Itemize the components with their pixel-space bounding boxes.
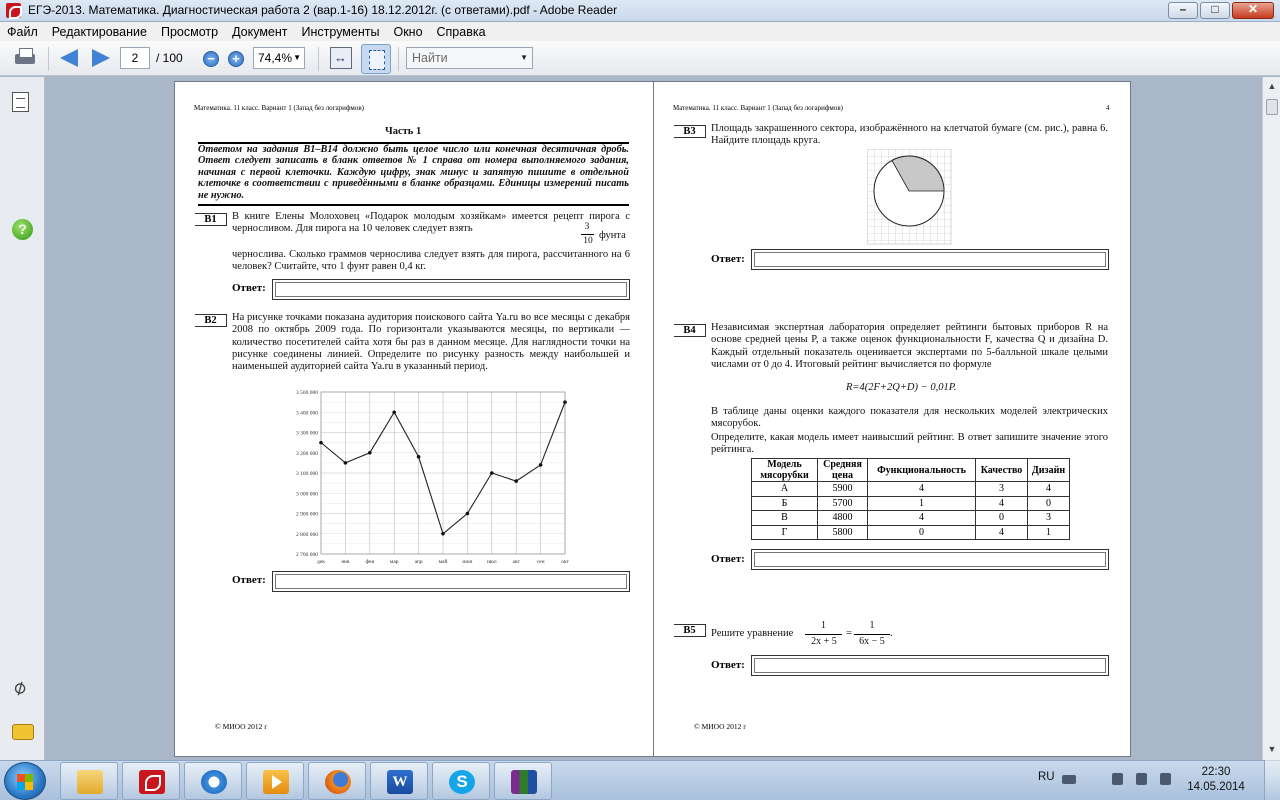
- table-cell: 3: [976, 482, 1028, 497]
- column-header: Модель мясорубки: [752, 459, 818, 482]
- page-footer: © МИОО 2012 г: [215, 722, 268, 731]
- answer-field-b3[interactable]: [751, 249, 1109, 270]
- x-tick-label: июн: [462, 559, 473, 564]
- chevron-down-icon[interactable]: ▼: [520, 53, 528, 62]
- x-tick-label: июл: [486, 559, 497, 564]
- column-header: Функциональность: [868, 459, 976, 482]
- table-cell: 1: [868, 496, 976, 511]
- answer-label: Ответ:: [232, 282, 266, 294]
- x-tick-label: апр: [414, 559, 423, 564]
- fit-page-icon[interactable]: [361, 44, 391, 74]
- answer-label: Ответ:: [711, 659, 745, 671]
- internet-explorer-icon: [201, 770, 227, 794]
- b1-text: В книге Елены Молоховец «Подарок молодым хозяйкам» имеется рецепт пирога с черносливом. Для пирога на 10 человек следует взять: [232, 211, 630, 235]
- table-cell: 3: [1028, 511, 1070, 526]
- clock-date: 14.05.2014: [1187, 781, 1245, 793]
- fraction-bar: [805, 634, 842, 635]
- maximize-button[interactable]: □: [1200, 2, 1230, 19]
- fraction-bar: [581, 234, 594, 235]
- b4-text: Независимая экспертная лаборатория определяет рейтинги бытовых приборов R на основе средней цены P, а также оценок функциональности F, качества Q и дизайна D. Каждый отдельный показатель оценивается экспертами по 5-балльной шкале целыми числами от 0 до 4. Итоговый рейтинг вычисляется по формуле: [711, 322, 1108, 370]
- clock-time: 22:30: [1201, 766, 1231, 778]
- page-number-input[interactable]: 2: [120, 47, 150, 69]
- y-tick-label: 3 400 000: [296, 410, 318, 417]
- zoom-in-icon[interactable]: +: [228, 51, 244, 67]
- audience-chart: [279, 384, 579, 564]
- table-cell: 4: [976, 525, 1028, 540]
- ratings-table: [751, 458, 1070, 540]
- scroll-down-icon[interactable]: ▼: [1267, 744, 1277, 754]
- page-header: Математика. 11 класс. Вариант 1 (Запад без логарифмов): [673, 104, 843, 112]
- x-tick-label: мар: [389, 559, 399, 564]
- word-icon: W: [387, 770, 413, 794]
- menu-window[interactable]: Окно: [393, 24, 423, 39]
- column-header: Качество: [976, 459, 1028, 482]
- b5-period: .: [890, 628, 893, 639]
- close-button[interactable]: ✕: [1232, 2, 1274, 19]
- page-total: / 100: [156, 51, 183, 65]
- help-icon[interactable]: ?: [12, 219, 33, 240]
- data-point: [319, 441, 323, 445]
- task-label-b4: В4: [674, 324, 706, 337]
- chevron-down-icon[interactable]: ▼: [293, 53, 301, 62]
- vertical-scrollbar[interactable]: [1262, 77, 1280, 760]
- b1-fraction-den: 10: [583, 236, 593, 246]
- data-point: [441, 532, 445, 536]
- table-row: [752, 525, 1070, 540]
- page-thumbnails-icon[interactable]: [12, 92, 29, 112]
- data-point: [368, 451, 372, 455]
- pdf-page: [653, 81, 1131, 757]
- table-row: [752, 511, 1070, 526]
- winrar-icon: [511, 770, 537, 794]
- table-cell: 4: [868, 482, 976, 497]
- menu-view[interactable]: Просмотр: [160, 24, 219, 39]
- x-tick-label: авг: [512, 559, 520, 564]
- data-point: [392, 410, 396, 414]
- table-cell: Б: [752, 496, 818, 511]
- b5-fraction2-den: 6x − 5: [859, 636, 885, 647]
- firefox-icon: [325, 770, 351, 794]
- language-indicator[interactable]: RU: [1038, 771, 1055, 783]
- toolbar: [0, 41, 1280, 76]
- page-footer: © МИОО 2012 г: [694, 722, 747, 731]
- column-header: Средняя цена: [818, 459, 868, 482]
- y-tick-label: 3 000 000: [296, 491, 318, 498]
- b4-text2: В таблице даны оценки каждого показателя для нескольких моделей электрических мясорубок.: [711, 406, 1108, 430]
- instructions: Ответом на задания B1–B14 должно быть целое число или конечная десятичная дробь. Ответ следует записать в бланк ответов № 1 справа от номера выполняемого задания, начиная с первой клеточки. Каждую цифру, знак минус и запятую пишите в отдельной клеточке в соответствии с приведёнными в бланке образцами. Единицы измерений писать не нужно.: [198, 144, 629, 201]
- b4-text3: Определите, какая модель имеет наивысший рейтинг. В ответ запишите значение этого рейтинга.: [711, 432, 1108, 456]
- x-tick-label: янв: [341, 559, 350, 564]
- show-desktop-button[interactable]: [1264, 760, 1280, 800]
- zoom-value: 74,4%: [258, 51, 293, 65]
- x-tick-label: сен: [536, 559, 545, 564]
- keyboard-icon[interactable]: [1062, 775, 1076, 784]
- zoom-out-icon[interactable]: −: [203, 51, 219, 67]
- adobe-reader-icon: [139, 770, 165, 794]
- skype-icon: S: [449, 770, 475, 794]
- b5-text: Решите уравнение: [711, 628, 794, 639]
- b1-text-cont: чернослива. Сколько граммов чернослива следует взять для пирога, рассчитанного на 6 человек? Считайте, что 1 фунт равен 0,4 кг.: [232, 249, 630, 273]
- table-cell: 5700: [818, 496, 868, 511]
- data-point: [514, 479, 518, 483]
- b5-equals: =: [846, 628, 852, 639]
- column-header: Дизайн: [1028, 459, 1070, 482]
- y-tick-label: 2 800 000: [296, 531, 318, 538]
- table-cell: 5800: [818, 525, 868, 540]
- table-row: [752, 496, 1070, 511]
- answer-label: Ответ:: [232, 574, 266, 586]
- table-cell: 4: [868, 511, 976, 526]
- task-label-b3: В3: [674, 125, 706, 138]
- data-point: [539, 463, 543, 467]
- table-cell: 4800: [818, 511, 868, 526]
- window-title: ЕГЭ-2013. Математика. Диагностическая работа 2 (вар.1-16) 18.12.2012г. (с ответами).pdf - Adobe Reader: [28, 3, 618, 17]
- taskbar: [0, 760, 1280, 800]
- data-point: [563, 400, 567, 404]
- table-cell: В: [752, 511, 818, 526]
- fraction-bar: [854, 634, 890, 635]
- part-title: Часть 1: [385, 126, 422, 137]
- menu-file[interactable]: Файл: [7, 24, 38, 39]
- b5-fraction2-num: 1: [869, 620, 875, 631]
- y-tick-label: 3 300 000: [296, 430, 318, 437]
- y-tick-label: 2 700 000: [296, 552, 318, 558]
- x-tick-label: дек: [317, 559, 325, 564]
- find-placeholder: Найти: [412, 51, 448, 65]
- taskbar-internet-explorer[interactable]: [184, 762, 242, 800]
- fit-width-icon[interactable]: [330, 47, 352, 69]
- b2-text: На рисунке точками показана аудитория поискового сайта Ya.ru во все месяцы с декабря 2008 по октябрь 2009 года. По горизонтали указываются месяцы, по вертикали — количество посетителей сайта хотя бы раз в данном месяце. Для наглядности точки на рисунке соединены линией. Определите по рисунку разность между наибольшей и наименьшей аудиторией сайта Ya.ru в указанный период.: [232, 312, 630, 373]
- zoom-input[interactable]: [253, 47, 305, 69]
- y-tick-label: 2 900 000: [296, 511, 318, 518]
- find-input[interactable]: [406, 47, 533, 69]
- answer-field-b2[interactable]: [272, 571, 630, 592]
- answer-field-b1[interactable]: [272, 279, 630, 300]
- next-page-icon[interactable]: [92, 49, 110, 67]
- previous-page-icon[interactable]: [60, 49, 78, 67]
- adobe-reader-icon: [6, 3, 21, 18]
- answer-label: Ответ:: [711, 553, 745, 565]
- comments-icon[interactable]: [12, 724, 34, 740]
- rule: [198, 204, 629, 206]
- taskbar-skype[interactable]: [432, 762, 490, 800]
- minimize-button[interactable]: –: [1168, 2, 1198, 19]
- taskbar-media-player[interactable]: [246, 762, 304, 800]
- table-header-row: [752, 459, 1070, 482]
- volume-icon[interactable]: [1160, 773, 1171, 785]
- taskbar-word[interactable]: [370, 762, 428, 800]
- table-cell: Г: [752, 525, 818, 540]
- menu-help[interactable]: Справка: [436, 24, 486, 39]
- answer-field-b4[interactable]: [751, 549, 1109, 570]
- taskbar-firefox[interactable]: [308, 762, 366, 800]
- b3-text: Площадь закрашенного сектора, изображённого на клетчатой бумаге (см. рис.), равна 6. Найдите площадь круга.: [711, 123, 1108, 147]
- page-number: 4: [1106, 104, 1110, 112]
- battery-icon[interactable]: [1112, 773, 1123, 785]
- answer-label: Ответ:: [711, 253, 745, 265]
- task-label-b2: В2: [195, 314, 227, 327]
- table-row: [752, 482, 1070, 497]
- scroll-thumb[interactable]: [1266, 99, 1278, 115]
- data-point: [466, 512, 470, 516]
- task-label-b1: В1: [195, 213, 227, 226]
- circle-grid-figure: [867, 149, 952, 245]
- y-tick-label: 3 200 000: [296, 450, 318, 457]
- table-cell: 0: [868, 525, 976, 540]
- y-tick-label: 3 100 000: [296, 471, 318, 477]
- toolbar-divider: [48, 47, 49, 71]
- b5-fraction1-den: 2x + 5: [811, 636, 837, 647]
- x-tick-label: фев: [365, 559, 375, 564]
- x-tick-label: май: [438, 559, 448, 564]
- toolbar-divider: [398, 47, 399, 71]
- menu-tools[interactable]: Инструменты: [301, 24, 380, 39]
- taskbar-winrar[interactable]: [494, 762, 552, 800]
- attachment-icon[interactable]: ⌀: [8, 675, 31, 701]
- table-cell: 5900: [818, 482, 868, 497]
- folder-icon: [77, 770, 103, 794]
- data-point: [490, 471, 494, 475]
- page-header: Математика. 11 класс. Вариант 1 (Запад без логарифмов): [194, 104, 364, 112]
- b1-text-unit: фунта: [599, 230, 626, 241]
- table-cell: 0: [976, 511, 1028, 526]
- navigation-pane: [0, 77, 45, 760]
- y-tick-label: 3 500 000: [296, 390, 318, 396]
- taskbar-explorer[interactable]: [60, 762, 118, 800]
- table-cell: 0: [1028, 496, 1070, 511]
- network-icon[interactable]: [1136, 773, 1147, 785]
- b4-formula: R=4(2F+2Q+D) − 0,01P.: [846, 382, 957, 393]
- b1-fraction-num: 3: [584, 222, 590, 232]
- table-cell: 4: [1028, 482, 1070, 497]
- taskbar-adobe-reader[interactable]: [122, 762, 180, 800]
- start-button[interactable]: [4, 762, 46, 800]
- x-tick-label: окт: [561, 559, 569, 564]
- menu-document[interactable]: Документ: [232, 24, 288, 39]
- data-point: [344, 461, 348, 465]
- menu-bar: [0, 22, 1280, 41]
- toolbar-divider: [318, 47, 319, 71]
- scroll-up-icon[interactable]: ▲: [1267, 81, 1277, 91]
- task-label-b5: В5: [674, 624, 706, 637]
- media-player-icon: [263, 770, 289, 794]
- document-viewport[interactable]: [46, 77, 1262, 760]
- title-bar: [0, 0, 1280, 22]
- print-icon[interactable]: [12, 45, 38, 71]
- table-cell: 4: [976, 496, 1028, 511]
- b5-fraction1-num: 1: [821, 620, 826, 631]
- data-point: [417, 455, 421, 459]
- table-cell: 1: [1028, 525, 1070, 540]
- answer-field-b5[interactable]: [751, 655, 1109, 676]
- menu-edit[interactable]: Редактирование: [51, 24, 147, 39]
- clock[interactable]: [1184, 765, 1248, 795]
- table-cell: А: [752, 482, 818, 497]
- pdf-page: [174, 81, 654, 757]
